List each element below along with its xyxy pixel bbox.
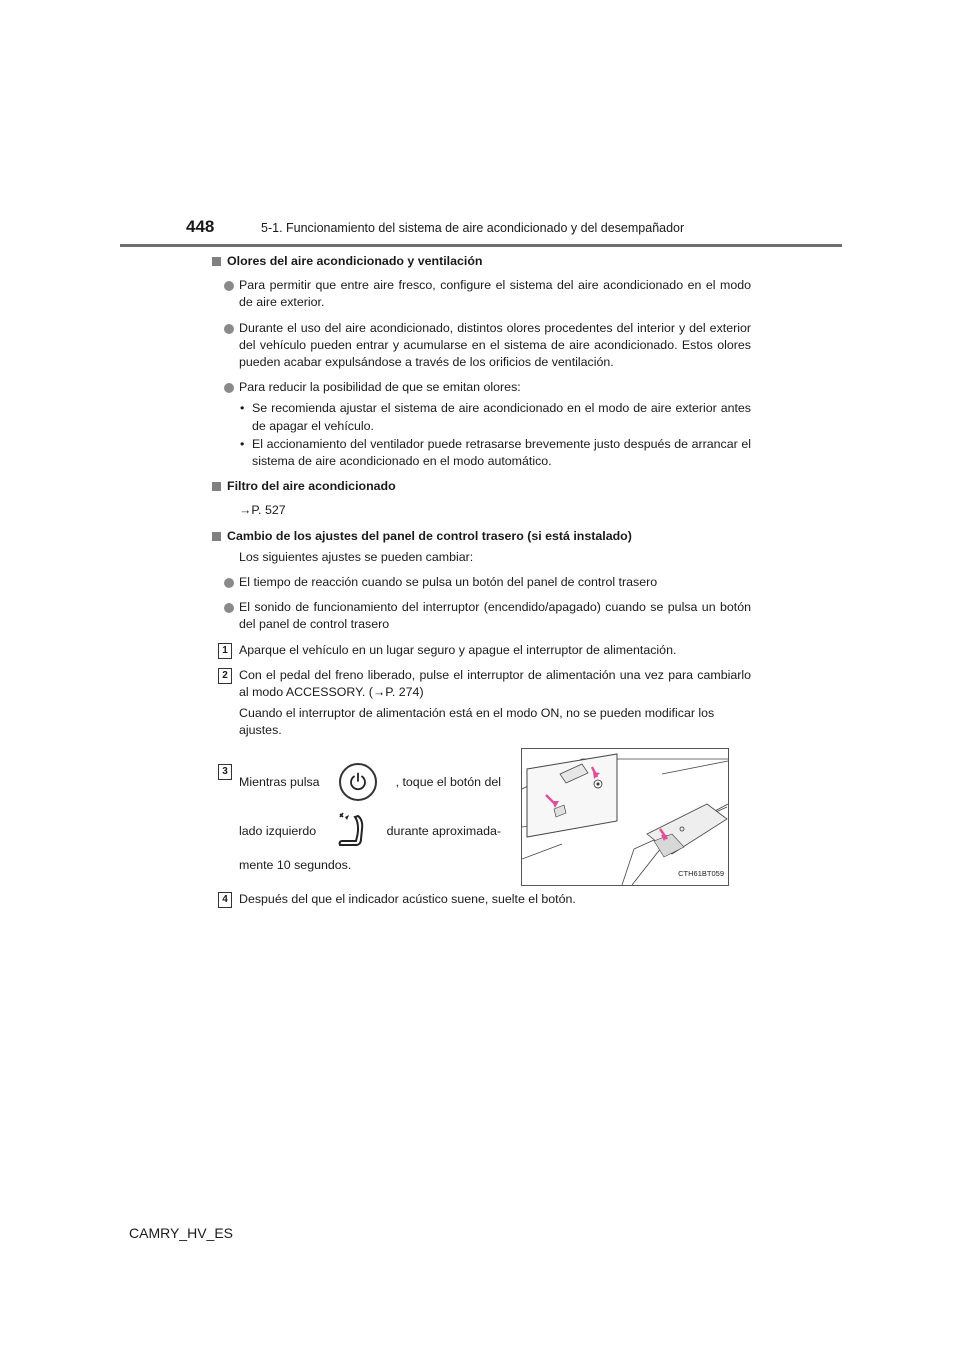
circle-bullet-icon xyxy=(224,324,234,334)
step-3-text-d: durante aproximada- xyxy=(386,823,501,838)
step-4 xyxy=(211,891,751,908)
section-title-settings xyxy=(211,528,751,545)
step-number-badge: 1 xyxy=(218,643,232,659)
step-3-text xyxy=(239,762,501,874)
circle-bullet-icon xyxy=(224,383,234,393)
bullet-item xyxy=(211,599,751,633)
step-text: Aparque el vehículo en un lugar seguro y apague el interruptor de alimentación. xyxy=(239,642,677,657)
sub-bullet-icon: • xyxy=(240,401,245,416)
circle-bullet-icon xyxy=(224,603,234,613)
section-title-filter-text: Filtro del aire acondicionado xyxy=(227,479,396,494)
step-3-text-c: lado izquierdo xyxy=(239,823,317,838)
power-switch-icon xyxy=(339,763,377,801)
section-title-settings-text: Cambio de los ajustes del panel de control trasero (si está instalado) xyxy=(227,528,632,543)
model-code: CAMRY_HV_ES xyxy=(129,1225,234,1241)
sub-item-text: El accionamiento del ventilador puede retrasarse brevemente justo después de arrancar el sistema de aire acondicionado en el modo automático. xyxy=(252,436,751,469)
figure-code: CTH61BT059 xyxy=(678,869,724,879)
bullet-text: Para reducir la posibilidad de que se emitan olores: xyxy=(239,380,521,395)
header-rule xyxy=(120,244,842,247)
step-3-text-e: mente 10 segundos. xyxy=(239,857,352,872)
square-bullet-icon xyxy=(212,482,221,491)
section-intro: Los siguientes ajustes se pueden cambiar: xyxy=(239,549,474,564)
bullet-item xyxy=(211,574,751,591)
rear-control-panel-illustration xyxy=(521,748,729,886)
step-number-badge: 2 xyxy=(218,668,232,684)
step-2-note: Cuando el interruptor de alimentación está en el modo ON, no se pueden modificar los ajustes. xyxy=(239,706,715,738)
bullet-text: El sonido de funcionamiento del interruptor (encendido/apagado) cuando se pulsa un botón del panel de control trasero xyxy=(239,600,751,632)
page-content xyxy=(211,253,751,916)
page-number: 448 xyxy=(186,217,215,236)
circle-bullet-icon xyxy=(224,578,234,588)
step-text: Con el pedal del freno liberado, pulse el interruptor de alimentación una vez para cambiarlo al modo ACCESSORY. (→P. 274) xyxy=(239,667,751,700)
step-number-badge: 4 xyxy=(218,892,232,908)
square-bullet-icon xyxy=(212,532,221,541)
bullet-item xyxy=(211,320,751,372)
sub-bullet-icon: • xyxy=(240,436,245,451)
step-3-text-b: , toque el botón del xyxy=(395,774,501,789)
bullet-item xyxy=(211,277,751,311)
bullet-text: El tiempo de reacción cuando se pulsa un botón del panel de control trasero xyxy=(239,575,658,590)
bullet-text: Durante el uso del aire acondicionado, distintos olores procedentes del interior y del exterior del vehículo pueden entrar y acumularse en el sistema de aire acondicionado. Estos olores pueden acabar expulsándose a través de los orificios de ventilación. xyxy=(239,320,751,370)
bullet-text: Para permitir que entre aire fresco, configure el sistema del aire acondicionado en el modo de aire exterior. xyxy=(239,278,751,310)
page-reference-link[interactable]: →P. 527 xyxy=(239,503,286,518)
bullet-item xyxy=(211,379,751,396)
section-title-odors-text: Olores del aire acondicionado y ventilación xyxy=(227,254,483,268)
step-text: Después del que el indicador acústico suene, suelte el botón. xyxy=(239,891,576,906)
section-title-filter xyxy=(211,478,751,495)
square-bullet-icon xyxy=(212,257,221,266)
step-number-badge: 3 xyxy=(218,764,232,780)
seat-climate-icon xyxy=(334,811,368,851)
step-1 xyxy=(211,642,751,659)
section-title-odors xyxy=(211,253,751,270)
step-3-text-a: Mientras pulsa xyxy=(239,774,320,789)
circle-bullet-icon xyxy=(224,281,234,291)
sub-item-text: Se recomienda ajustar el sistema de aire acondicionado en el modo de aire exterior antes de apagar el vehículo. xyxy=(252,401,751,433)
sub-item xyxy=(211,400,751,434)
step-2 xyxy=(211,667,751,701)
step-3 xyxy=(211,748,751,883)
sub-item xyxy=(211,436,751,470)
running-header: 5-1. Funcionamiento del sistema de aire acondicionado y del desempañador xyxy=(261,221,685,235)
